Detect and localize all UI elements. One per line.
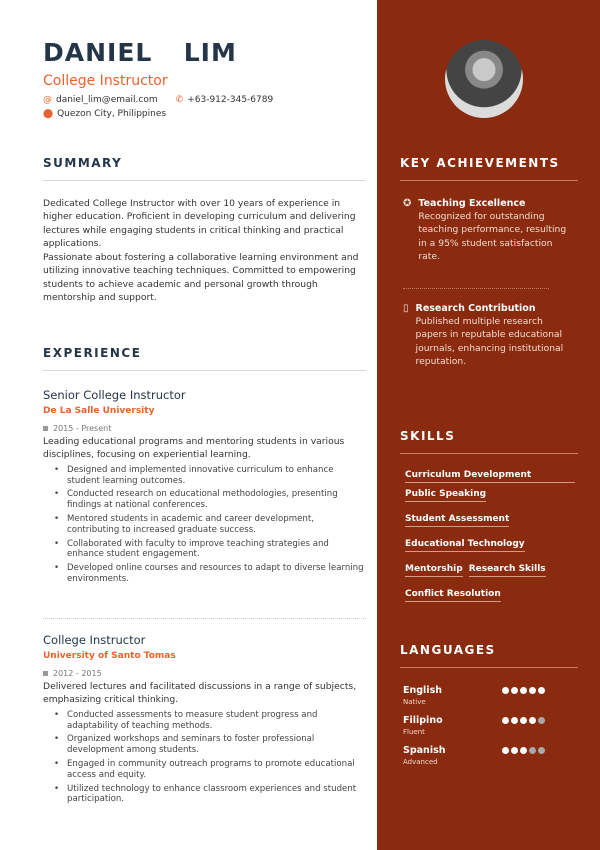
job-title: College Instructor — [43, 633, 146, 647]
achievement-title: Research Contribution — [415, 303, 536, 314]
job-bullet: • Organized workshops and seminars to foster professional development among students. — [67, 734, 366, 756]
language-name: Spanish — [403, 745, 446, 756]
summary-paragraph: Passionate about fostering a collaborative learning environment and utilizing innovative teaching techniques. Committed to empowering students to achieve academic and personal growth through mentorship and support. — [43, 252, 359, 304]
job-entry — [43, 633, 366, 805]
job-entry — [43, 388, 366, 585]
rating-dot-filled — [529, 717, 536, 724]
skill-tag: Conflict Resolution — [405, 589, 501, 602]
rating-dot-filled — [520, 747, 527, 754]
achievements-heading: KEY ACHIEVEMENTS — [400, 156, 578, 181]
languages-heading: LANGUAGES — [400, 643, 578, 668]
rating-dot-empty — [538, 747, 545, 754]
rating-dot-filled — [502, 687, 509, 694]
rating-dot-filled — [511, 747, 518, 754]
job-bullet: • Collaborated with faculty to improve teaching strategies and enhance student engagement. — [67, 539, 366, 561]
achievement-description: Published multiple research papers in reputable educational journals, enhancing institutional reputation. — [415, 316, 564, 368]
location-pin-icon: ⬤ — [43, 109, 54, 119]
job-bullet: • Mentored students in academic and career development, contributing to increased graduate success. — [67, 514, 366, 536]
rating-dot-filled — [520, 687, 527, 694]
contact-row — [43, 95, 273, 105]
language-item — [403, 715, 573, 736]
language-rating — [502, 747, 545, 754]
job-dates: 2012 - 2015 — [43, 669, 366, 678]
at-icon: @ — [43, 95, 52, 105]
job-bullet: • Conducted assessments to measure student progress and adaptability of teaching methods. — [67, 710, 366, 732]
rating-dot-filled — [502, 747, 509, 754]
rating-dot-filled — [529, 687, 536, 694]
rating-dot-filled — [511, 687, 518, 694]
skill-tag: Public Speaking — [405, 489, 486, 502]
skill-tag: Research Skills — [469, 564, 546, 577]
language-rating — [502, 687, 545, 694]
skill-tag: Curriculum Development — [405, 470, 575, 483]
divider — [43, 618, 366, 619]
rating-dot-filled — [538, 687, 545, 694]
experience-heading: EXPERIENCE — [43, 346, 366, 371]
location: Quezon City, Philippines — [57, 109, 167, 119]
language-item — [403, 745, 573, 766]
language-item — [403, 685, 573, 706]
company: University of Santo Tomas — [43, 651, 176, 661]
skill-tag: Student Assessment — [405, 514, 509, 527]
achievement-title: Teaching Excellence — [418, 198, 526, 209]
award-icon: ✪ — [403, 198, 412, 209]
job-title: College Instructor — [43, 73, 168, 89]
language-level: Advanced — [403, 758, 438, 766]
job-bullet: • Developed online courses and resources to adapt to diverse learning environments. — [67, 563, 366, 585]
job-description: Delivered lectures and facilitated discussions in a range of subjects, emphasizing critical thinking. — [43, 681, 357, 706]
company: De La Salle University — [43, 406, 155, 416]
job-title: Senior College Instructor — [43, 388, 186, 402]
job-description: Leading educational programs and mentoring students in various disciplines, focusing on experiential learning. — [43, 436, 345, 461]
rating-dot-empty — [538, 717, 545, 724]
rating-dot-filled — [511, 717, 518, 724]
summary-paragraph: Dedicated College Instructor with over 10 years of experience in higher education. Proficient in developing curriculum and delivering lectures while engaging students in critical thinking and practical applications. — [43, 198, 356, 250]
language-level: Native — [403, 698, 426, 706]
rating-dot-filled — [502, 717, 509, 724]
skill-tag: Mentorship — [405, 564, 463, 577]
email[interactable]: daniel_lim@email.com — [56, 95, 158, 105]
language-name: English — [403, 685, 442, 696]
job-bullet: • Conducted research on educational methodologies, presenting findings at national conferences. — [67, 489, 366, 511]
profile-photo — [445, 40, 523, 118]
job-bullet: • Engaged in community outreach programs to promote educational access and equity. — [67, 759, 366, 781]
job-dates: 2015 - Present — [43, 424, 366, 433]
language-rating — [502, 717, 545, 724]
job-bullet: • Designed and implemented innovative curriculum to enhance student learning outcomes. — [67, 465, 366, 487]
job-bullet: • Utilized technology to enhance classroom experiences and student participation. — [67, 784, 366, 806]
phone-icon: ✆ — [175, 95, 184, 105]
location-row — [43, 109, 166, 119]
skills-list — [405, 470, 575, 602]
language-name: Filipino — [403, 715, 443, 726]
phone: +63-912-345-6789 — [187, 95, 274, 105]
achievement-description: Recognized for outstanding teaching performance, resulting in a 95% student satisfaction rate. — [418, 211, 567, 263]
clipboard-icon: ▯ — [403, 303, 409, 314]
language-level: Fluent — [403, 728, 425, 736]
rating-dot-empty — [529, 747, 536, 754]
sidebar — [377, 0, 600, 850]
achievement-item — [403, 303, 573, 369]
achievement-item — [403, 198, 573, 264]
rating-dot-filled — [520, 717, 527, 724]
skill-tag: Educational Technology — [405, 539, 525, 552]
candidate-name: DANIEL LIM — [43, 38, 237, 67]
divider — [403, 288, 549, 289]
skills-heading: SKILLS — [400, 429, 578, 454]
summary-heading: SUMMARY — [43, 156, 366, 181]
